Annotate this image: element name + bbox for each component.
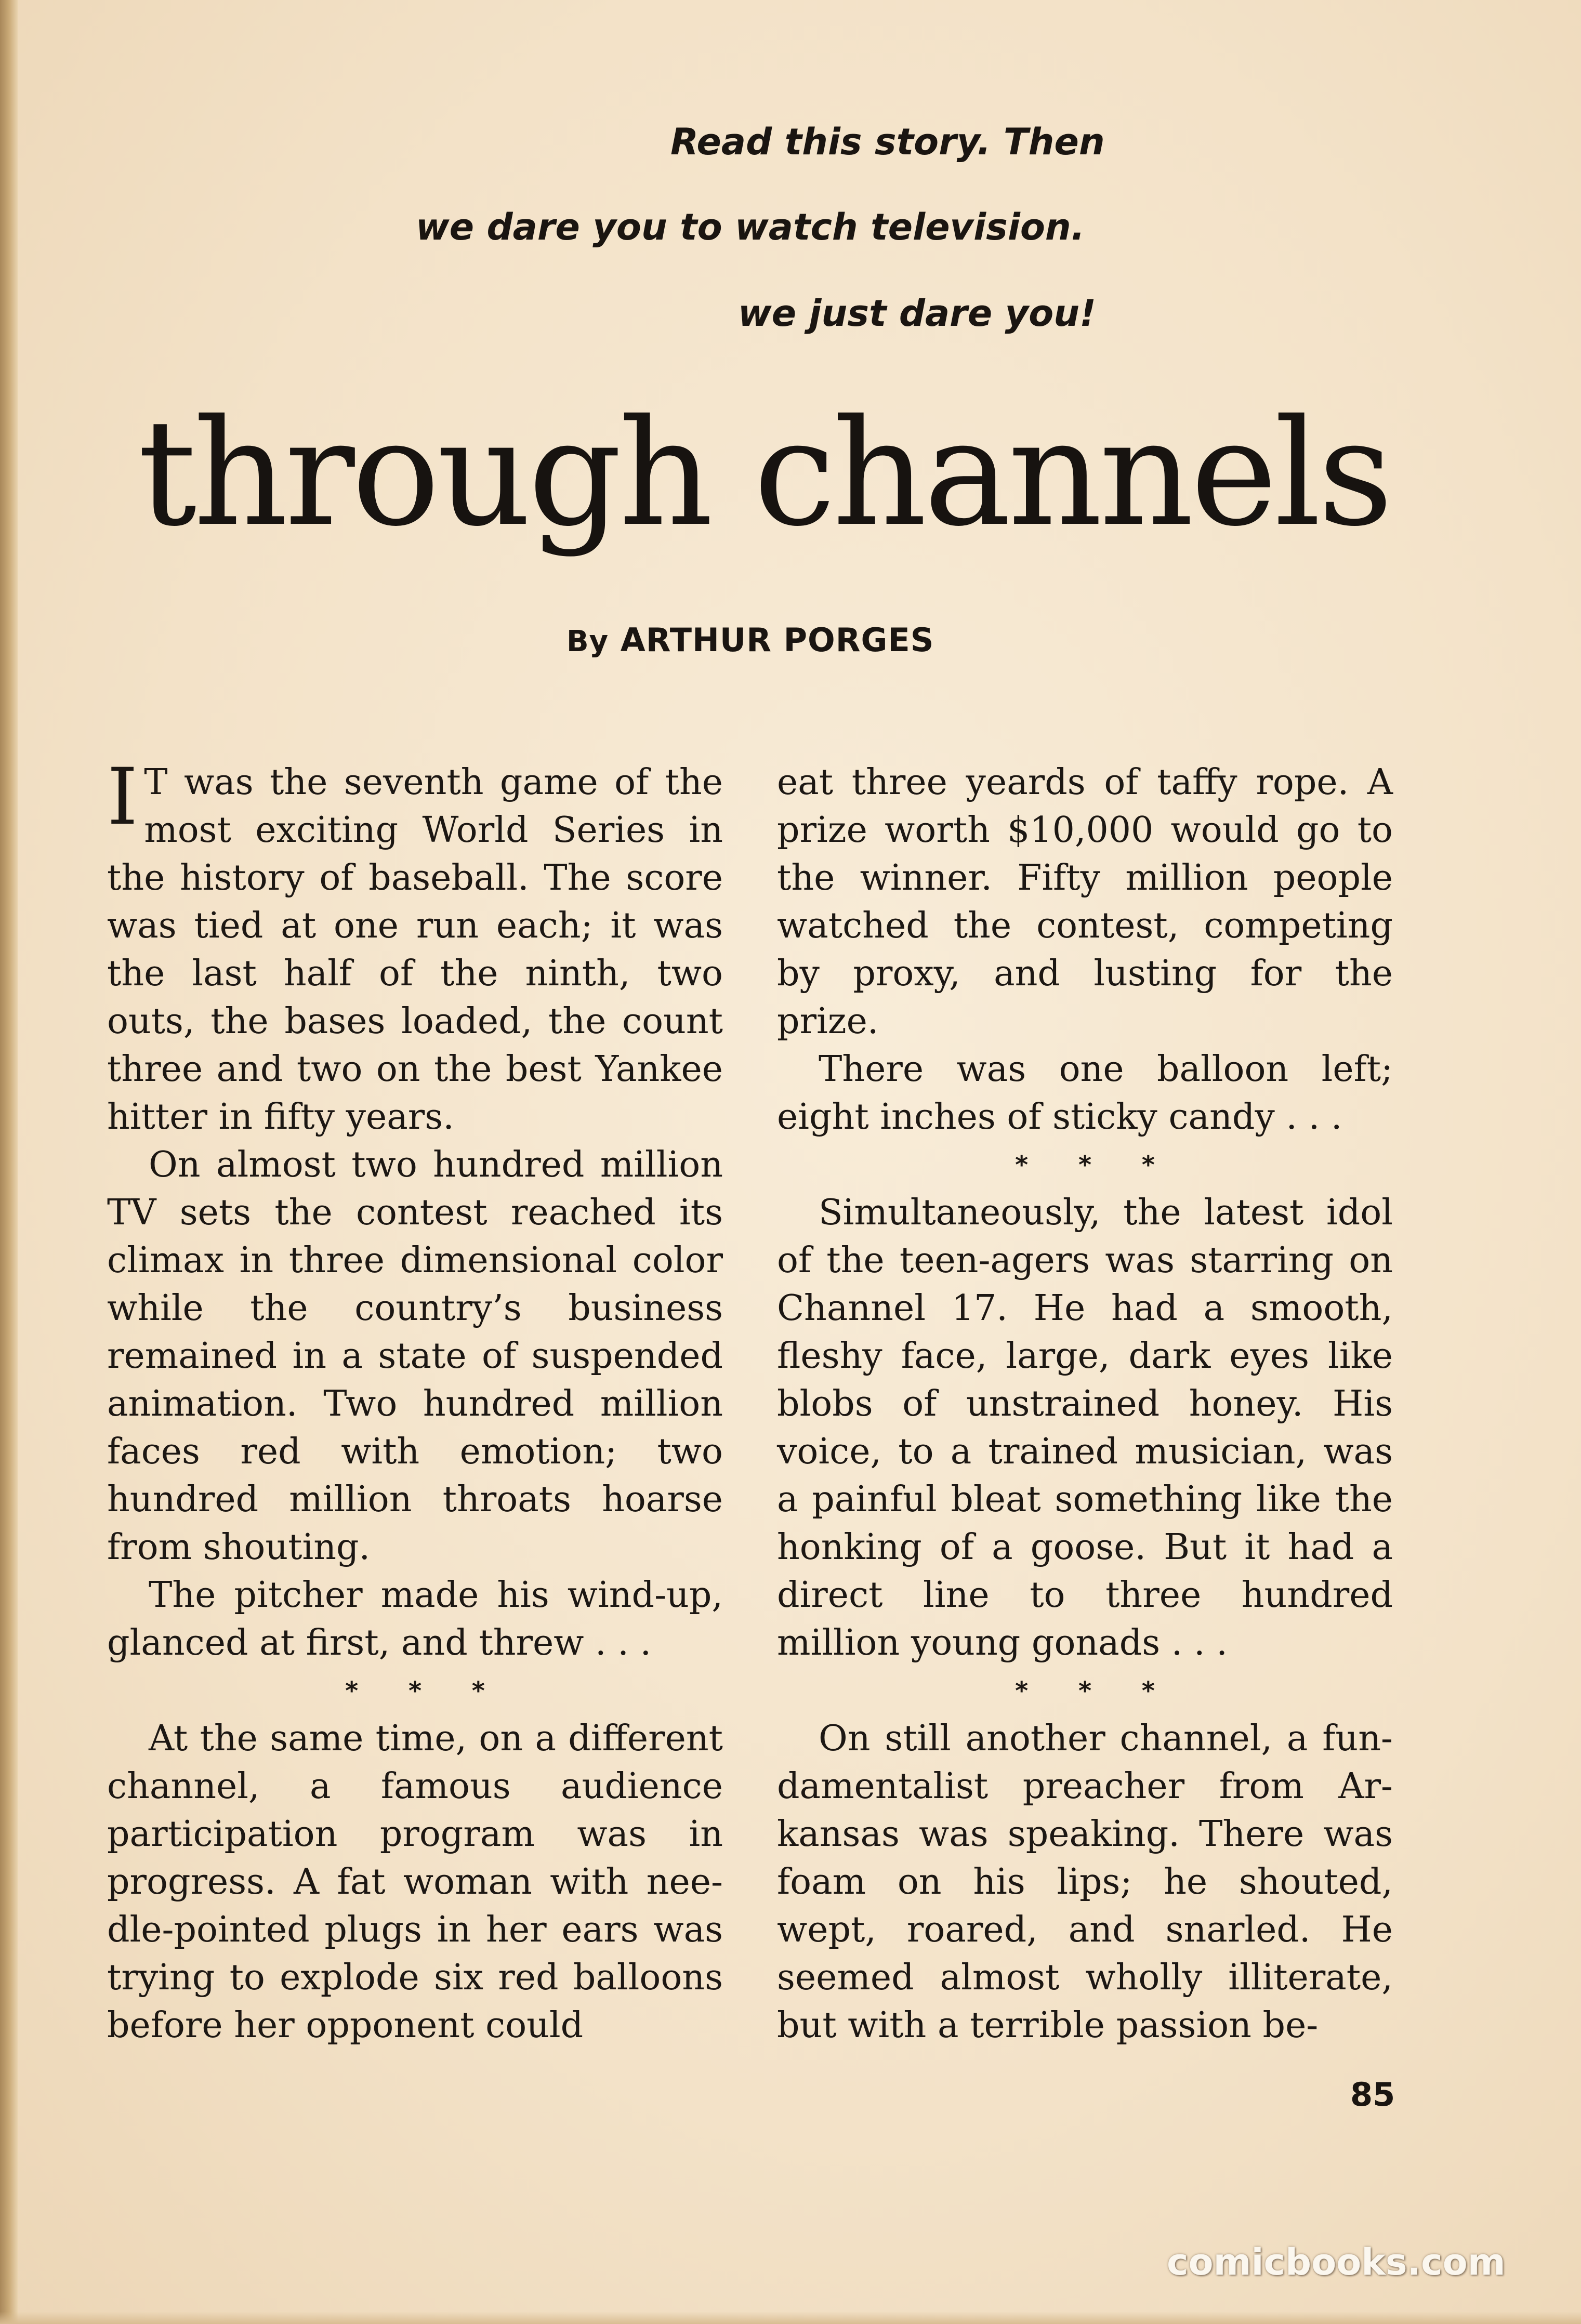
right-column	[777, 759, 1393, 2050]
paragraph-1	[107, 752, 723, 1141]
byline-author: ARTHUR PORGES	[620, 621, 934, 659]
byline-prefix: By	[566, 625, 609, 658]
binding-edge	[0, 0, 18, 2324]
paragraph-8: On still another channel, a fundamentalist preacher from Arkansas was speaking. There was foam on his lips; he shouted, wept, roared, and snarled. He seemed almost wholly illiterate, but with a terrible passion be-	[777, 1718, 1393, 2046]
paragraph-2: On almost two hundred million TV sets the contest reached its climax in three dimensional color while the country’s business remained in a state of suspended animation. Two hundred million faces red with emotion; two hundred million throats hoarse from shouting.	[107, 1144, 723, 1568]
paragraph-5: eat three yeards of taffy rope. A prize worth $10,000 would go to the winner. Fifty million people watched the contest, competing by proxy, and lusting for the prize.	[777, 762, 1393, 1042]
section-break-stars: * * *	[1015, 1151, 1176, 1180]
story-title: through channels	[138, 388, 1390, 559]
page-bottom-edge	[0, 2312, 1581, 2324]
teaser-line-3: we just dare you!	[738, 292, 1097, 335]
site-watermark: comicbooks.com	[1167, 2241, 1506, 2283]
byline	[566, 621, 934, 659]
paragraph-4: At the same time, on a different channel, a famous audience participation program was in progress. A fat woman with needle-pointed plugs in her ears was trying to explode six red balloons before her opponent could	[107, 1718, 723, 2046]
paragraph-1-text: T was the seventh game of the most exciting World Series in the history of baseball. The score was tied at one run each; it was the last half of the ninth, two outs, the bases loaded, the count three and two on the best Yankee hitter in fifty years.	[107, 762, 723, 1138]
page-number: 85	[1350, 2076, 1395, 2114]
teaser-line-1: Read this story. Then	[670, 121, 1105, 163]
section-break-stars: * * *	[1015, 1676, 1176, 1706]
teaser-line-2: we dare you to watch television.	[416, 206, 1085, 248]
left-column	[107, 752, 723, 2050]
section-break-stars: * * *	[345, 1676, 506, 1706]
paragraph-3: The pitcher made his wind-up, glanced at first, and threw . . .	[107, 1575, 723, 1663]
drop-cap: I	[107, 752, 138, 842]
paragraph-7: Simultaneously, the latest idol of the teen-agers was starring on Channel 17. He had a smooth, fleshy face, large, dark eyes like blobs of unstrained honey. His voice, to a trained musician, was a painful bleat something like the honking of a goose. But it had a direct line to three hundred million young gonads . . .	[777, 1192, 1393, 1663]
paragraph-6: There was one balloon left; eight inches of sticky candy . . .	[777, 1049, 1393, 1138]
